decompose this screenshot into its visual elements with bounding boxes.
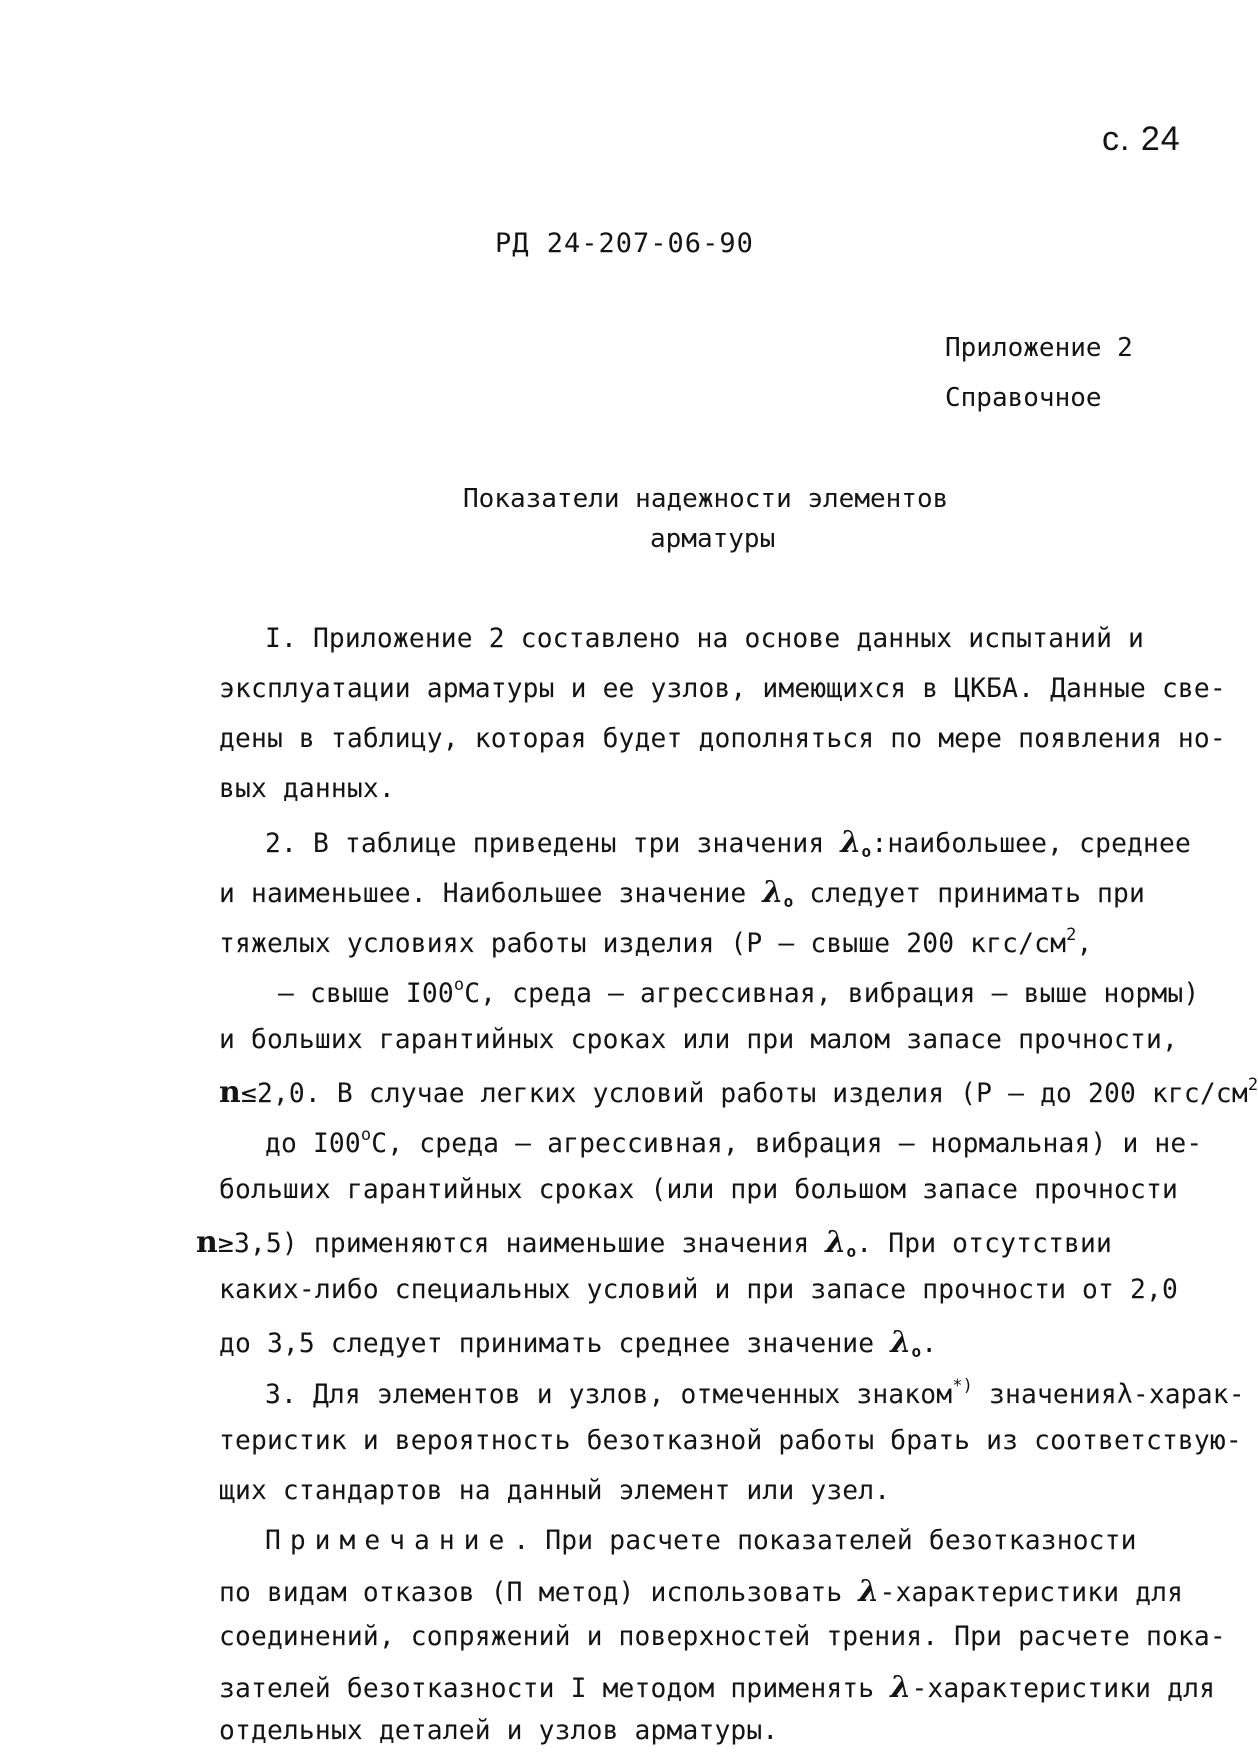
paragraph-2-line-3: тяжелых условиях работы изделия (Р – свыше 200 кгс/$см^2$,: [219, 925, 1093, 959]
paragraph-1-line-1: I. Приложение 2 составлено на основе данных испытаний и: [265, 624, 1145, 654]
paragraph-2-line-9: n≥3,5) применяются наименьшие значения $\lambda_o$. При отсутствии: [196, 1225, 1112, 1261]
paragraph-2-line-5: и больших гарантийных сроках или при малом запасе прочности,: [219, 1025, 1178, 1055]
paragraph-2-line-7: до $I00^оС$, среда – агрессивная, вибрация – нормальная) и не-: [265, 1125, 1203, 1159]
lambda-symbol: λ: [825, 1225, 847, 1260]
paragraph-2-line-1: 2. В таблице приведены три значения $\lambda_o:наибольшее$, среднее: [265, 825, 1191, 861]
paragraph-3-line-2: теристик и вероятность безотказной работы брать из соответствую-: [219, 1426, 1242, 1456]
document-code: РД 24-207-06-90: [495, 228, 754, 259]
paragraph-2-line-6: n≤2,0. В случае легких условий работы изделия (Р – до 200 кгс/$см^2$: [219, 1075, 1258, 1110]
note-line-1: Примечание. При расчете показателей безотказности: [265, 1526, 1137, 1556]
section-title-line-2: арматуры: [650, 524, 776, 554]
lambda-symbol: λ: [762, 875, 784, 910]
paragraph-2-line-11: до 3,5 следует принимать среднее значение $\lambda_o$.: [219, 1325, 938, 1361]
lambda-symbol: λ: [890, 1325, 912, 1360]
paragraph-2-line-2: и наименьшее. Наибольшее значение $\lambda_o$ следует принимать при: [219, 875, 1145, 911]
note-line-3: соединений, сопряжений и поверхностей трения. При расчете пока-: [219, 1622, 1226, 1652]
paragraph-2-line-4: – свыше $I00^оС$, среда – агрессивная, вибрация – выше нормы): [278, 975, 1200, 1009]
appendix-label: Приложение 2: [945, 333, 1133, 363]
note-line-5: отдельных деталей и узлов арматуры.: [219, 1716, 779, 1746]
n-symbol: n: [196, 1225, 218, 1260]
paragraph-3-line-3: щих стандартов на данный элемент или узел.: [219, 1476, 891, 1506]
lambda-symbol: λ: [840, 825, 862, 860]
paragraph-1-line-4: вых данных.: [219, 774, 395, 804]
paragraph-2-line-8: больших гарантийных сроках (или при большом запасе прочности: [219, 1175, 1178, 1205]
page-number: с. 24: [1102, 120, 1181, 158]
section-title-line-1: Показатели надежности элементов: [463, 484, 949, 514]
note-label: Примечание: [265, 1526, 514, 1556]
lambda-symbol: λ: [858, 1574, 880, 1609]
n-symbol: n: [219, 1075, 241, 1110]
appendix-type: Справочное: [945, 383, 1102, 413]
paragraph-2-line-10: каких-либо специальных условий и при запасе прочности от 2,0: [219, 1275, 1178, 1305]
paragraph-1-line-2: эксплуатации арматуры и ее узлов, имеющихся в ЦКБА. Данные све-: [219, 674, 1226, 704]
note-line-4: зателей безотказности I методом применять λ-характеристики для: [219, 1670, 1216, 1705]
paragraph-3-line-1: 3. Для элементов и узлов, отмеченных знаком*) значенияλ-харак-: [265, 1376, 1245, 1410]
lambda-symbol: λ: [890, 1670, 912, 1705]
paragraph-1-line-3: дены в таблицу, которая будет дополняться по мере появления но-: [219, 724, 1226, 754]
note-line-2: по видам отказов (П метод) использовать λ-характеристики для: [219, 1574, 1184, 1609]
